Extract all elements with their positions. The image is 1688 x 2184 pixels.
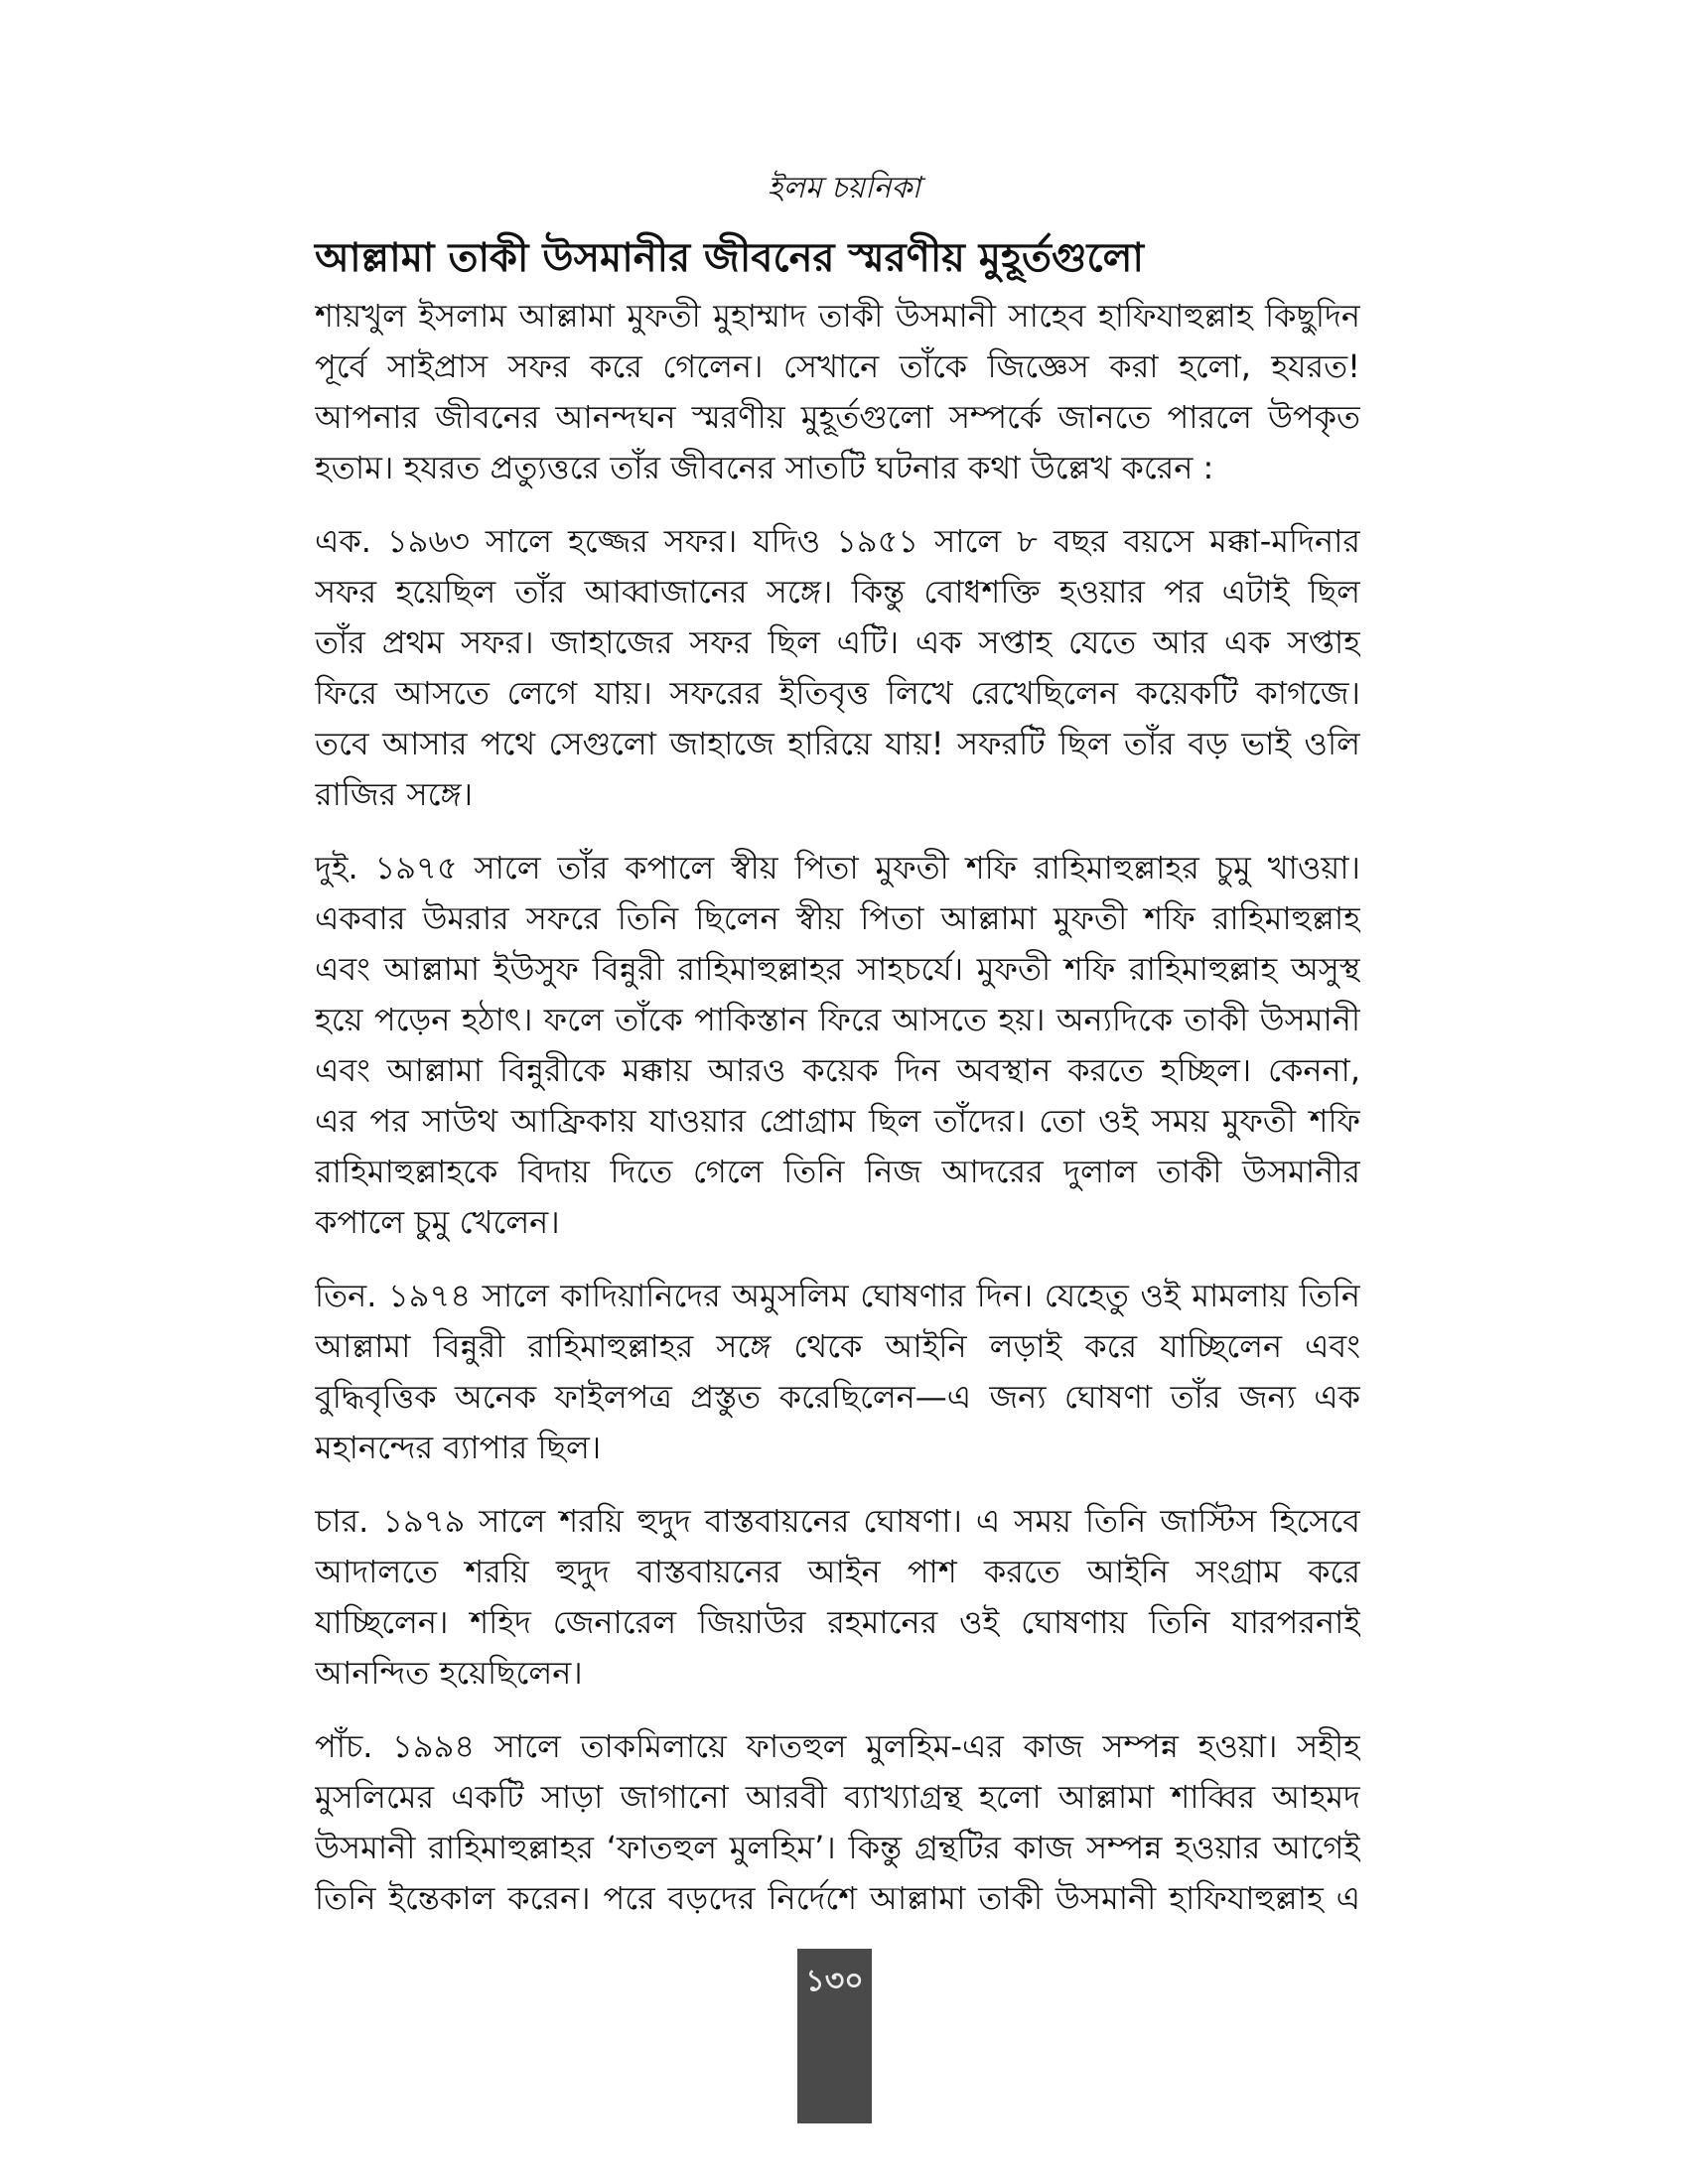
paragraph-line: ফিরে আসতে লেগে যায়। সফরের ইতিবৃত্ত লিখে রেখেছিলেন কয়েকটি কাগজে। bbox=[315, 674, 1360, 712]
paragraph-line: হয়ে পড়েন হঠাৎ। ফলে তাঁকে পাকিস্তান ফিরে আসতে হয়। অন্যদিকে তাকী উসমানী bbox=[315, 1001, 1360, 1038]
running-header: ইলম চয়নিকা bbox=[767, 171, 921, 205]
article-title: আল্লামা তাকী উসমানীর জীবনের স্মরণীয় মুহূর্তগুলো bbox=[315, 235, 1144, 281]
paragraph-line: মুসলিমের একটি সাড়া জাগানো আরবী ব্যাখ্যাগ্রন্থ হলো আল্লামা শাব্বির আহমদ bbox=[315, 1778, 1360, 1816]
paragraph-line: শায়খুল ইসলাম আল্লামা মুফতী মুহাম্মাদ তাকী উসমানী সাহেব হাফিযাহুল্লাহ কিছুদিন bbox=[315, 297, 1360, 335]
paragraph-line: বুদ্ধিবৃত্তিক অনেক ফাইলপত্র প্রস্তুত করেছিলেন—এ জন্য ঘোষণা তাঁর জন্য এক bbox=[315, 1378, 1360, 1416]
paragraph-line: সফর হয়েছিল তাঁর আব্বাজানের সঙ্গে। কিন্তু বোধশক্তি হওয়ার পর এটাই ছিল bbox=[315, 573, 1360, 611]
paragraph-line: এবং আল্লামা ইউসুফ বিন্নুরী রাহিমাহুল্লাহর সাহচর্যে। মুফতী শফি রাহিমাহুল্লাহ অসুস্থ bbox=[315, 950, 1360, 988]
paragraph-two bbox=[315, 843, 1360, 1248]
page-number-tab bbox=[797, 1949, 872, 2123]
paragraph-three bbox=[315, 1271, 1360, 1473]
paragraph-five bbox=[315, 1721, 1360, 1924]
paragraph-line: এবং আল্লামা বিন্নুরীকে মক্কায় আরও কয়েক দিন অবস্থান করতে হচ্ছিল। কেননা, bbox=[315, 1051, 1360, 1089]
paragraph-line: আনন্দিত হয়েছিলেন। bbox=[315, 1654, 583, 1692]
paragraph-line: তাঁর প্রথম সফর। জাহাজের সফর ছিল এটি। এক সপ্তাহ যেতে আর এক সপ্তাহ bbox=[315, 623, 1360, 661]
paragraph-four bbox=[315, 1496, 1360, 1699]
paragraph-line: এক. ১৯৬৩ সালে হজ্জের সফর। যদিও ১৯৫১ সালে ৮ বছর বয়সে মক্কা-মদিনার bbox=[315, 522, 1360, 560]
paragraph-line: একবার উমরার সফরে তিনি ছিলেন স্বীয় পিতা আল্লামা মুফতী শফি রাহিমাহুল্লাহ bbox=[315, 899, 1360, 937]
paragraph-intro bbox=[315, 291, 1360, 493]
paragraph-line: রাজির সঙ্গে। bbox=[315, 775, 474, 813]
paragraph-line: যাচ্ছিলেন। শহিদ জেনারেল জিয়াউর রহমানের ওই ঘোষণায় তিনি যারপরনাই bbox=[315, 1603, 1360, 1641]
paragraph-one bbox=[315, 516, 1360, 820]
paragraph-line: পূর্বে সাইপ্রাস সফর করে গেলেন। সেখানে তাঁকে জিজ্ঞেস করা হলো, হযরত! bbox=[315, 347, 1360, 385]
article-body bbox=[315, 291, 1360, 1947]
paragraph-line: আদালতে শরয়ি হুদুদ বাস্তবায়নের আইন পাশ করতে আইনি সংগ্রাম করে bbox=[315, 1553, 1360, 1590]
paragraph-line: এর পর সাউথ আফ্রিকায় যাওয়ার প্রোগ্রাম ছিল তাঁদের। তো ওই সময় মুফতী শফি bbox=[315, 1102, 1360, 1140]
paragraph-line: উসমানী রাহিমাহুল্লাহর ‘ফাতহুল মুলহিম’। কিন্তু গ্রন্থটির কাজ সম্পন্ন হওয়ার আগেই bbox=[315, 1829, 1360, 1866]
paragraph-line: হতাম। হযরত প্রত্যুত্তরে তাঁর জীবনের সাতটি ঘটনার কথা উল্লেখ করেন : bbox=[315, 449, 1214, 486]
paragraph-line: আল্লামা বিন্নুরী রাহিমাহুল্লাহর সঙ্গে থেকে আইনি লড়াই করে যাচ্ছিলেন এবং bbox=[315, 1327, 1360, 1365]
paragraph-line: পাঁচ. ১৯৯৪ সালে তাকমিলায়ে ফাতহুল মুলহিম-এর কাজ সম্পন্ন হওয়া। সহীহ bbox=[315, 1727, 1360, 1765]
paragraph-line: তিন. ১৯৭৪ সালে কাদিয়ানিদের অমুসলিম ঘোষণার দিন। যেহেতু ওই মামলায় তিনি bbox=[315, 1277, 1360, 1314]
paragraph-line: তিনি ইন্তেকাল করেন। পরে বড়দের নির্দেশে আল্লামা তাকী উসমানী হাফিযাহুল্লাহ এ bbox=[315, 1879, 1360, 1917]
paragraph-line: দুই. ১৯৭৫ সালে তাঁর কপালে স্বীয় পিতা মুফতী শফি রাহিমাহুল্লাহর চুমু খাওয়া। bbox=[315, 849, 1360, 887]
paragraph-line: কপালে চুমু খেলেন। bbox=[315, 1203, 560, 1241]
paragraph-line: আপনার জীবনের আনন্দঘন স্মরণীয় মুহূর্তগুলো সম্পর্কে জানতে পারলে উপকৃত bbox=[315, 398, 1360, 436]
paragraph-line: রাহিমাহুল্লাহকে বিদায় দিতে গেলে তিনি নিজ আদরের দুলাল তাকী উসমানীর bbox=[315, 1153, 1360, 1190]
paragraph-line: মহানন্দের ব্যাপার ছিল। bbox=[315, 1429, 602, 1466]
paragraph-line: তবে আসার পথে সেগুলো জাহাজে হারিয়ে যায়! সফরটি ছিল তাঁর বড় ভাই ওলি bbox=[315, 725, 1360, 762]
page-number: ১৩০ bbox=[805, 1964, 864, 1998]
paragraph-line: চার. ১৯৭৯ সালে শরয়ি হুদুদ বাস্তবায়নের ঘোষণা। এ সময় তিনি জাস্টিস হিসেবে bbox=[315, 1502, 1360, 1540]
